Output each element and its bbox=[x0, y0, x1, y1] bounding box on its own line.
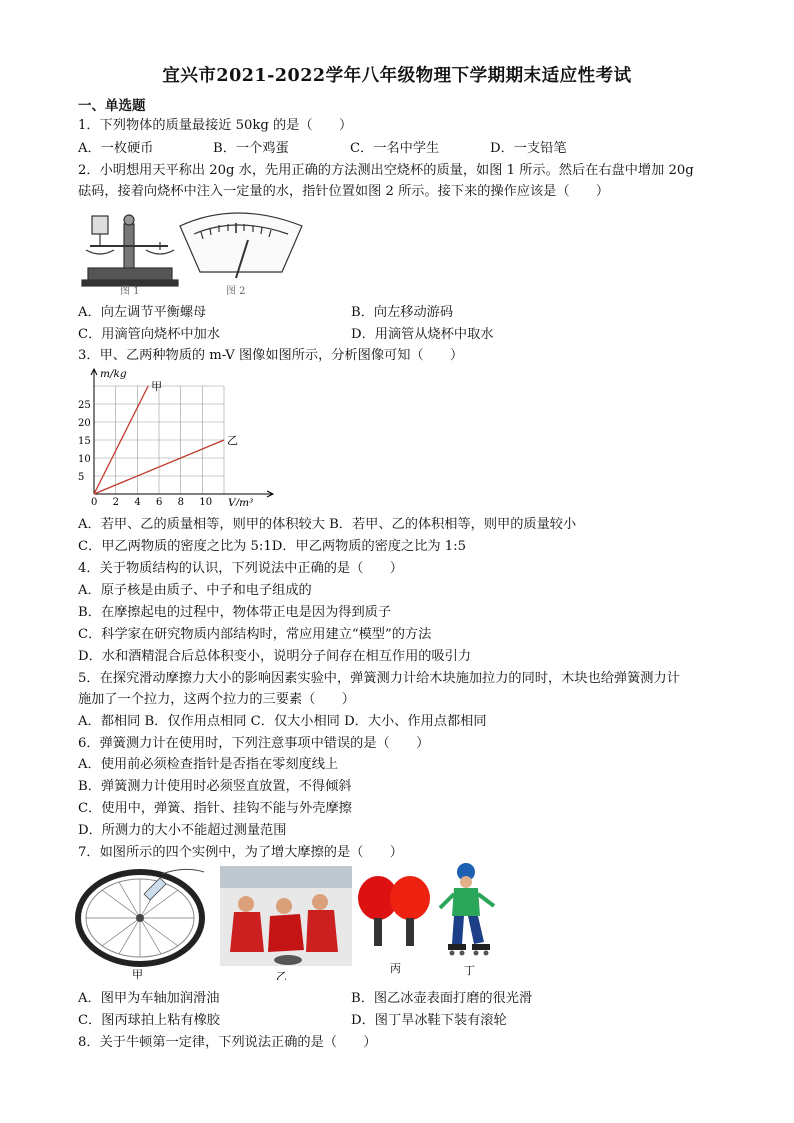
q3-options-line1: A．若甲、乙的质量相等，则甲的体积较大 B．若甲、乙的体积相等，则甲的质量较小 bbox=[78, 517, 577, 532]
q6-stem: 6．弹簧测力计在使用时，下列注意事项中错误的是（ ） bbox=[78, 736, 430, 751]
q7-figures bbox=[74, 860, 514, 980]
q7-option-a: A．图甲为车轴加润滑油 bbox=[78, 991, 220, 1006]
q2-option-c: C．用滴管向烧杯中加水 bbox=[78, 327, 220, 342]
y-tick-label: 25 bbox=[78, 400, 91, 411]
q2-option-a: A．向左调节平衡螺母 bbox=[78, 305, 207, 320]
q1-option-c: C．一名中学生 bbox=[350, 141, 440, 156]
q4-option-b: B．在摩擦起电的过程中，物体带正电是因为得到质子 bbox=[78, 605, 392, 620]
q1-option-a: A．一枚硬币 bbox=[78, 141, 154, 156]
fig2-caption: 图 2 bbox=[226, 286, 246, 297]
q6-option-a: A．使用前必须检查指针是否指在零刻度线上 bbox=[78, 757, 339, 772]
balance-figure bbox=[76, 206, 316, 298]
q4-option-a: A．原子核是由质子、中子和电子组成的 bbox=[78, 583, 312, 598]
q2-stem-line1: 2．小明想用天平称出 20g 水，先用正确的方法测出空烧杯的质量，如图 1 所示。然后在右盘中增加 20g bbox=[78, 163, 694, 178]
q6-option-d: D．所测力的大小不能超过测量范围 bbox=[78, 823, 287, 838]
q7-caption-ding: 丁 bbox=[464, 964, 475, 977]
q4-stem: 4．关于物质结构的认识，下列说法中正确的是（ ） bbox=[78, 561, 403, 576]
q7-caption-yi: 乙 bbox=[276, 970, 287, 980]
q8-stem: 8．关于牛顿第一定律，下列说法正确的是（ ） bbox=[78, 1035, 377, 1050]
x-tick-label: 2 bbox=[112, 497, 120, 506]
pointer-dial-icon bbox=[180, 213, 302, 278]
ping-pong-paddle-icon bbox=[358, 876, 430, 946]
balance-scale-icon bbox=[82, 215, 178, 286]
q5-options-line: A．都相同 B．仅作用点相同 C．仅大小相同 D．大小、作用点都相同 bbox=[78, 714, 487, 729]
x-axis-label: V/m³ bbox=[228, 497, 254, 506]
x-tick-label: 0 bbox=[91, 497, 98, 506]
q7-caption-jia: 甲 bbox=[132, 968, 143, 980]
y-tick-label: 15 bbox=[78, 436, 91, 447]
q1-stem: 1．下列物体的质量最接近 50kg 的是（ ） bbox=[78, 118, 353, 133]
q2-option-d: D．用滴管从烧杯中取水 bbox=[351, 327, 494, 342]
q5-stem-line1: 5．在探究滑动摩擦力大小的影响因素实验中，弹簧测力计给木块施加拉力的同时，木块也给弹簧测力计 bbox=[78, 671, 680, 686]
fig1-caption: 图 1 bbox=[120, 286, 140, 297]
x-tick-label: 4 bbox=[134, 497, 141, 506]
section-heading: 一、单选题 bbox=[78, 98, 146, 114]
bicycle-wheel-icon bbox=[78, 869, 204, 964]
curling-photo-icon bbox=[220, 866, 352, 966]
q3-options-line2: C．甲乙两物质的密度之比为 5:1D．甲乙两物质的密度之比为 1:5 bbox=[78, 539, 466, 554]
q3-stem: 3．甲、乙两种物质的 m-V 图像如图所示，分析图像可知（ ） bbox=[78, 348, 464, 363]
q4-option-d: D．水和酒精混合后总体积变小，说明分子间存在相互作用的吸引力 bbox=[78, 649, 472, 664]
roller-skater-icon bbox=[440, 863, 494, 956]
y-axis-label: m/kg bbox=[100, 368, 127, 380]
q7-caption-bing: 丙 bbox=[390, 962, 401, 975]
page-title: 宜兴市2021-2022学年八年级物理下学期期末适应性考试 bbox=[162, 66, 632, 86]
q7-option-d: D．图丁旱冰鞋下装有滚轮 bbox=[351, 1013, 507, 1028]
q2-stem-line2: 砝码，接着向烧杯中注入一定量的水，指针位置如图 2 所示。接下来的操作应该是（ ） bbox=[78, 184, 610, 199]
q5-stem-line2: 施加了一个拉力，这两个拉力的三要素（ ） bbox=[78, 692, 355, 707]
q4-option-c: C．科学家在研究物质内部结构时，常应用建立“模型”的方法 bbox=[78, 627, 432, 642]
y-tick-label: 10 bbox=[78, 454, 91, 465]
x-tick-label: 10 bbox=[199, 497, 213, 506]
series-label: 乙 bbox=[227, 434, 238, 447]
y-tick-label: 20 bbox=[78, 418, 91, 429]
q7-stem: 7．如图所示的四个实例中，为了增大摩擦的是（ ） bbox=[78, 845, 403, 860]
mv-chart bbox=[76, 366, 276, 506]
q2-option-b: B．向左移动游码 bbox=[351, 305, 454, 320]
q6-option-c: C．使用中，弹簧、指针、挂钩不能与外壳摩擦 bbox=[78, 801, 352, 816]
q1-option-d: D．一支铅笔 bbox=[490, 141, 567, 156]
series-label: 甲 bbox=[151, 380, 163, 393]
y-tick-label: 5 bbox=[78, 472, 85, 483]
q7-option-c: C．图丙球拍上粘有橡胶 bbox=[78, 1013, 220, 1028]
q1-option-b: B．一个鸡蛋 bbox=[213, 141, 289, 156]
q6-option-b: B．弹簧测力计使用时必须竖直放置，不得倾斜 bbox=[78, 779, 352, 794]
x-tick-label: 8 bbox=[177, 497, 185, 506]
x-tick-label: 6 bbox=[156, 497, 163, 506]
q7-option-b: B．图乙冰壶表面打磨的很光滑 bbox=[351, 991, 533, 1006]
